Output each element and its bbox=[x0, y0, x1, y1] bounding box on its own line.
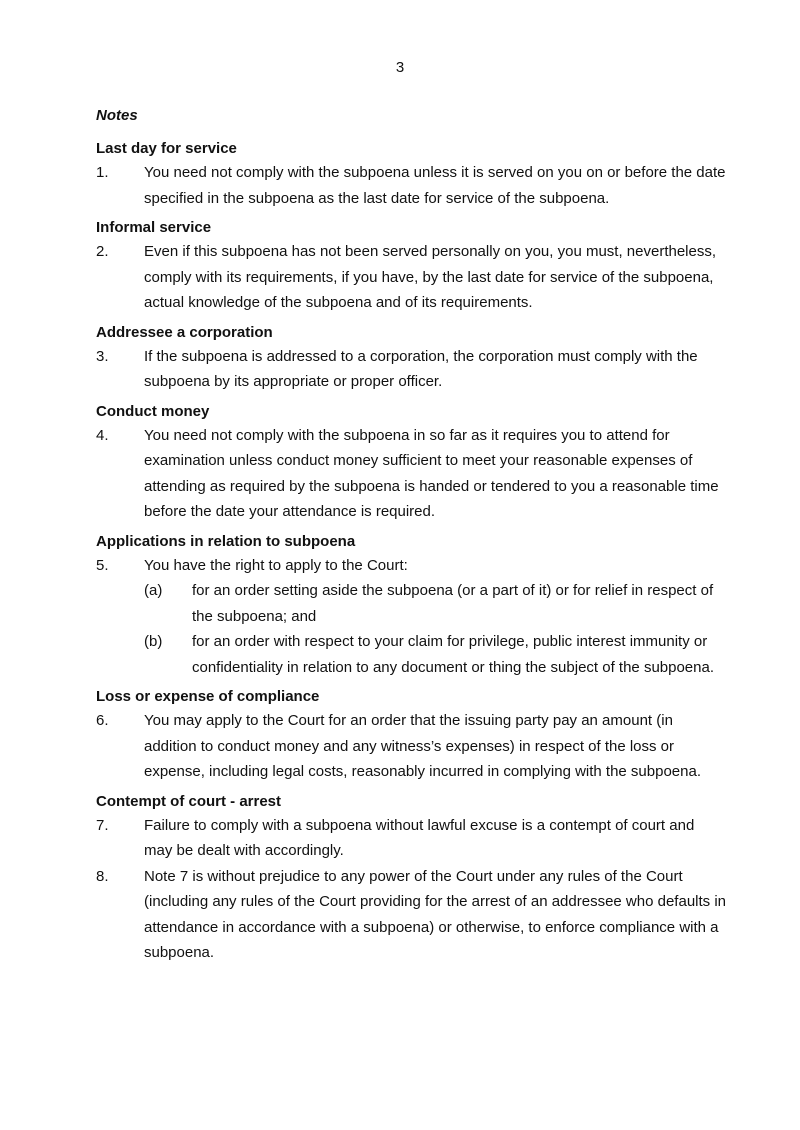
note-section bbox=[96, 403, 726, 525]
note-item bbox=[96, 344, 726, 395]
subitem-text: for an order with respect to your claim for privilege, public interest immunity or confidentiality in relation to any document or thing the subject of the subpoena. bbox=[192, 633, 715, 676]
note-number: 2. bbox=[96, 243, 109, 260]
section-heading: Contempt of court - arrest bbox=[96, 792, 282, 810]
note-text: You need not comply with the subpoena unless it is served on you on or before the date specified in the subpoena as the last date for service of the subpoena. bbox=[144, 164, 726, 207]
note-number: 6. bbox=[96, 712, 109, 729]
note-text: You may apply to the Court for an order that the issuing party pay an amount (in addition to conduct money and any witness’s expenses) in respect of the loss or expense, including legal costs, reasonably incurred in complying with the subpoena. bbox=[144, 712, 701, 780]
note-item bbox=[96, 813, 726, 864]
note-number: 8. bbox=[96, 867, 109, 885]
note-item bbox=[96, 423, 726, 525]
section-heading: Last day for service bbox=[96, 140, 237, 157]
notes-content bbox=[96, 107, 726, 974]
note-subitem bbox=[144, 629, 726, 680]
note-text: Note 7 is without prejudice to any power of the Court under any rules of the Court (including any rules of the Court providing for the arrest of an addressee who defaults in attendance in accordance with a subpoena) or otherwise, to enforce compliance with a subpoena. bbox=[144, 867, 726, 961]
notes-title: Notes bbox=[96, 107, 138, 124]
note-item bbox=[96, 864, 726, 966]
note-number: 4. bbox=[96, 426, 109, 444]
note-item bbox=[96, 160, 726, 211]
note-number: 1. bbox=[96, 164, 109, 181]
note-item bbox=[96, 553, 726, 579]
note-number: 7. bbox=[96, 816, 109, 834]
subitem-label: (a) bbox=[144, 582, 163, 599]
note-section bbox=[96, 324, 726, 395]
subitem-text: for an order setting aside the subpoena (or a part of it) or for relief in respect of the subpoena; and bbox=[192, 582, 714, 625]
note-item bbox=[96, 239, 726, 316]
note-section bbox=[96, 533, 726, 681]
note-text: Failure to comply with a subpoena without lawful excuse is a contempt of court and may be dealt with accordingly. bbox=[144, 816, 695, 859]
note-section bbox=[96, 219, 726, 316]
note-section bbox=[96, 688, 726, 785]
note-text: You need not comply with the subpoena in so far as it requires you to attend for examination unless conduct money sufficient to meet your reasonable expenses of attending as required by the subpoena is handed or tendered to you a reasonable time before the date your attendance is required. bbox=[144, 426, 719, 520]
note-number: 3. bbox=[96, 347, 109, 365]
note-item bbox=[96, 708, 726, 785]
note-section bbox=[96, 793, 726, 966]
section-heading: Addressee a corporation bbox=[96, 323, 273, 341]
subitem-label: (b) bbox=[144, 633, 163, 650]
note-text: If the subpoena is addressed to a corporation, the corporation must comply with the subpoena by its appropriate or proper officer. bbox=[144, 347, 698, 390]
note-number: 5. bbox=[96, 556, 109, 574]
section-heading: Loss or expense of compliance bbox=[96, 688, 320, 705]
section-heading: Applications in relation to subpoena bbox=[96, 532, 356, 550]
section-heading: Informal service bbox=[96, 219, 212, 236]
section-heading: Conduct money bbox=[96, 402, 210, 420]
note-subitem bbox=[144, 578, 726, 629]
page-number: 3 bbox=[395, 59, 405, 76]
note-text: You have the right to apply to the Court: bbox=[144, 556, 408, 574]
note-text: Even if this subpoena has not been served personally on you, you must, nevertheless, comply with its requirements, if you have, by the last date for service of the subpoena, actual knowledge of the subpoena and of its requirements. bbox=[144, 243, 717, 311]
note-section bbox=[96, 140, 726, 211]
notes-sections bbox=[96, 140, 726, 966]
